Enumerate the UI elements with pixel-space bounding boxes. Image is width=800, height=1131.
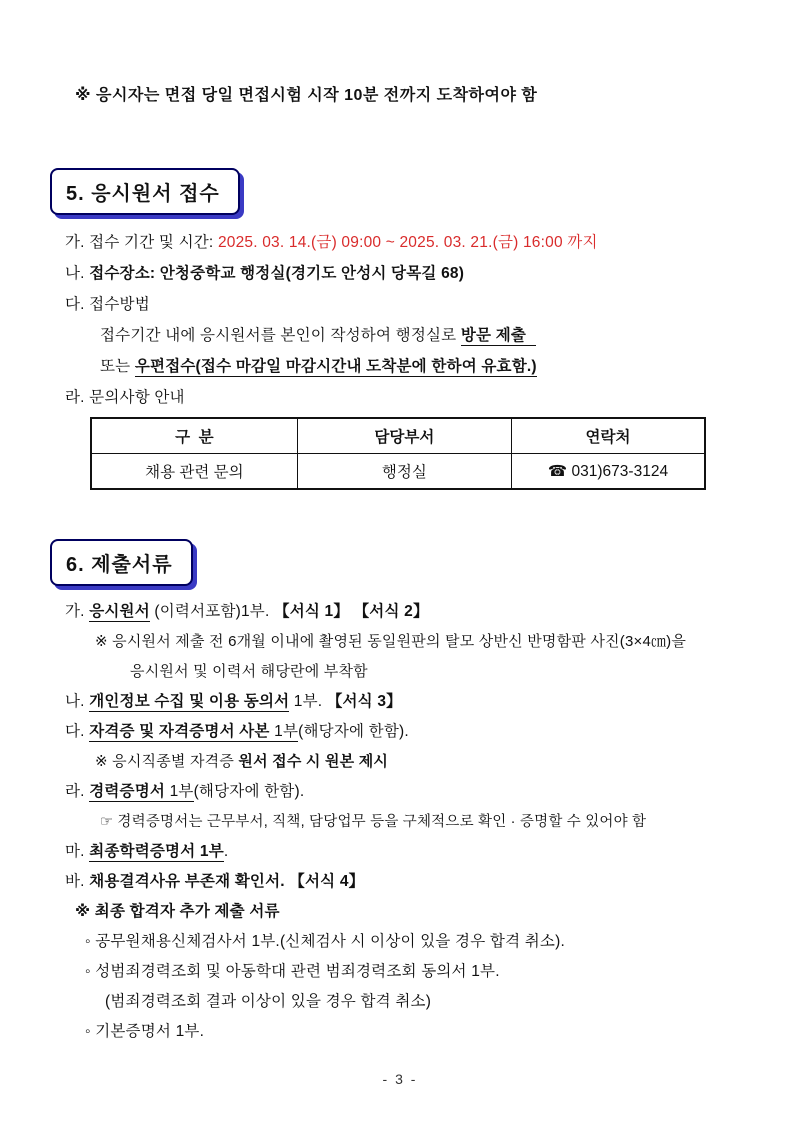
s5-method-sub1 (100, 320, 800, 351)
cell-phone: ☎ 031)673-3124 (511, 454, 705, 490)
s6-item-application-form (65, 597, 800, 627)
s5-method-sub2 (100, 351, 800, 382)
s6-da-plain: (해당자에 한함). (298, 723, 409, 740)
cell-category: 채용 관련 문의 (91, 454, 297, 490)
s6-extra2-wrap-text: (범죄경력조회 결과 이상이 있을 경우 합격 취소) (105, 993, 432, 1010)
page-number-text: - 3 - (382, 1071, 418, 1087)
s6-item-career-certificate (65, 777, 800, 807)
s6-item-privacy-consent (65, 687, 800, 717)
s6-ma-label: 마. (65, 843, 90, 860)
s6-ma-plain: . (223, 843, 229, 860)
section6-heading-box (50, 539, 193, 586)
col-header-contact: 연락처 (511, 418, 705, 454)
s6-career-note-text: ☞ 경력증명서는 근무부서, 직책, 담당업무 등을 구체적으로 확인 · 증명할 수 있어야 함 (100, 814, 647, 830)
table-row (91, 454, 705, 490)
section6-heading: 6. 제출서류 (66, 554, 173, 576)
s5-na-text: 접수장소: 안청중학교 행정실(경기도 안성시 당목길 68) (89, 265, 465, 282)
s6-item-final-diploma (65, 837, 800, 867)
contact-table-header-row (91, 418, 705, 454)
cell-department: 행정실 (297, 454, 511, 490)
s5-sub1-plain: 접수기간 내에 응시원서를 본인이 작성하여 행정실로 (100, 327, 461, 344)
s6-item-license-copy (65, 717, 800, 747)
s6-item-disqualification-confirm (65, 867, 800, 897)
s6-extra1-text: ◦ 공무원채용신체검사서 1부.(신체검사 시 이상이 있을 경우 합격 취소). (85, 933, 565, 950)
s6-da-label: 다. (65, 723, 90, 740)
interview-arrival-note (75, 85, 800, 107)
s6-ra-label: 라. (65, 783, 90, 800)
col-header-category: 구 분 (91, 418, 297, 454)
col-header-department: 담당부서 (297, 418, 511, 454)
s6-na-label: 나. (65, 693, 90, 710)
s6-ba-strong: 채용결격사유 부존재 확인서. 【서식 4】 (89, 873, 365, 890)
section5-body (0, 227, 800, 490)
s6-da-note-plain: ※ 응시직종별 자격증 (95, 753, 239, 770)
s6-ra-plain: (해당자에 한함). (193, 783, 305, 800)
s5-item-reception-method (65, 289, 800, 320)
note-text: ※ 응시자는 면접 당일 면접시험 시작 10분 전까지 도착하여야 함 (75, 87, 538, 104)
s6-da-underline: 1부 (274, 723, 299, 740)
section6-body (0, 597, 800, 1047)
s5-item-inquiry (65, 382, 800, 413)
s6-na-strong: 개인정보 수집 및 이용 동의서 (89, 693, 290, 710)
s5-sub2-strong: 우편접수(접수 마감일 마감시간내 도착분에 한하여 유효함.) (134, 358, 537, 375)
section5-heading: 5. 응시원서 접수 (66, 183, 220, 205)
s6-final-pass-note (75, 897, 800, 927)
s5-sub1-strong: 방문 제출 (461, 327, 536, 346)
s6-ra-underline: 1부 (169, 783, 194, 800)
s6-na-plain: 1부. (289, 693, 327, 710)
s5-ga-text: 가. 접수 기간 및 시간: (65, 234, 218, 251)
s6-photo-note2-text: 응시원서 및 이력서 해당란에 부착함 (130, 663, 368, 680)
page-number (0, 1071, 800, 1087)
s6-extra-criminal-record-wrap (105, 987, 800, 1017)
s6-extra-criminal-record (85, 957, 800, 987)
s6-extra3-text: ◦ 기본증명서 1부. (85, 1023, 205, 1040)
s6-na-forms: 【서식 3】 (326, 693, 402, 710)
s6-ga-forms: 【서식 1】 【서식 2】 (274, 603, 429, 620)
s6-extra-medical-exam (85, 927, 800, 957)
s6-photo-note-line2 (130, 657, 800, 687)
s6-career-note (100, 807, 800, 837)
s6-license-original-note (95, 747, 800, 777)
s6-photo-note1-text: ※ 응시원서 제출 전 6개월 이내에 촬영된 동일원판의 탈모 상반신 반명함판 사진(3×4㎝)을 (95, 633, 687, 650)
s5-item-reception-period (65, 227, 800, 258)
s6-photo-note-line1 (95, 627, 800, 657)
s5-ga-period: 2025. 03. 14.(금) 09:00 ~ 2025. 03. 21.(금) 16:00 까지 (217, 234, 598, 251)
s6-ga-plain: (이력서포함)1부. (149, 603, 274, 620)
s6-da-note-strong: 원서 접수 시 원본 제시 (238, 753, 389, 770)
s5-item-reception-place (65, 258, 800, 289)
s6-extra2-text: ◦ 성범죄경력조회 및 아동학대 관련 범죄경력조회 동의서 1부. (85, 963, 500, 980)
s6-ga-label: 가. (65, 603, 90, 620)
s6-ma-strong: 최종학력증명서 1부 (89, 843, 224, 860)
s6-final-note-text: ※ 최종 합격자 추가 제출 서류 (75, 903, 280, 920)
contact-table (90, 417, 706, 490)
s6-ra-strong: 경력증명서 (89, 783, 170, 800)
s6-extra-basic-certificate (85, 1017, 800, 1047)
s5-sub2-plain: 또는 (100, 358, 135, 375)
s5-ra-text: 라. 문의사항 안내 (65, 389, 185, 406)
s5-na-label: 나. (65, 265, 90, 282)
s6-ba-label: 바. (65, 873, 90, 890)
s5-da-text: 다. 접수방법 (65, 296, 150, 313)
s6-ga-strong: 응시원서 (89, 603, 150, 620)
section5-heading-box (50, 168, 240, 215)
s6-da-strong: 자격증 및 자격증명서 사본 (89, 723, 275, 740)
